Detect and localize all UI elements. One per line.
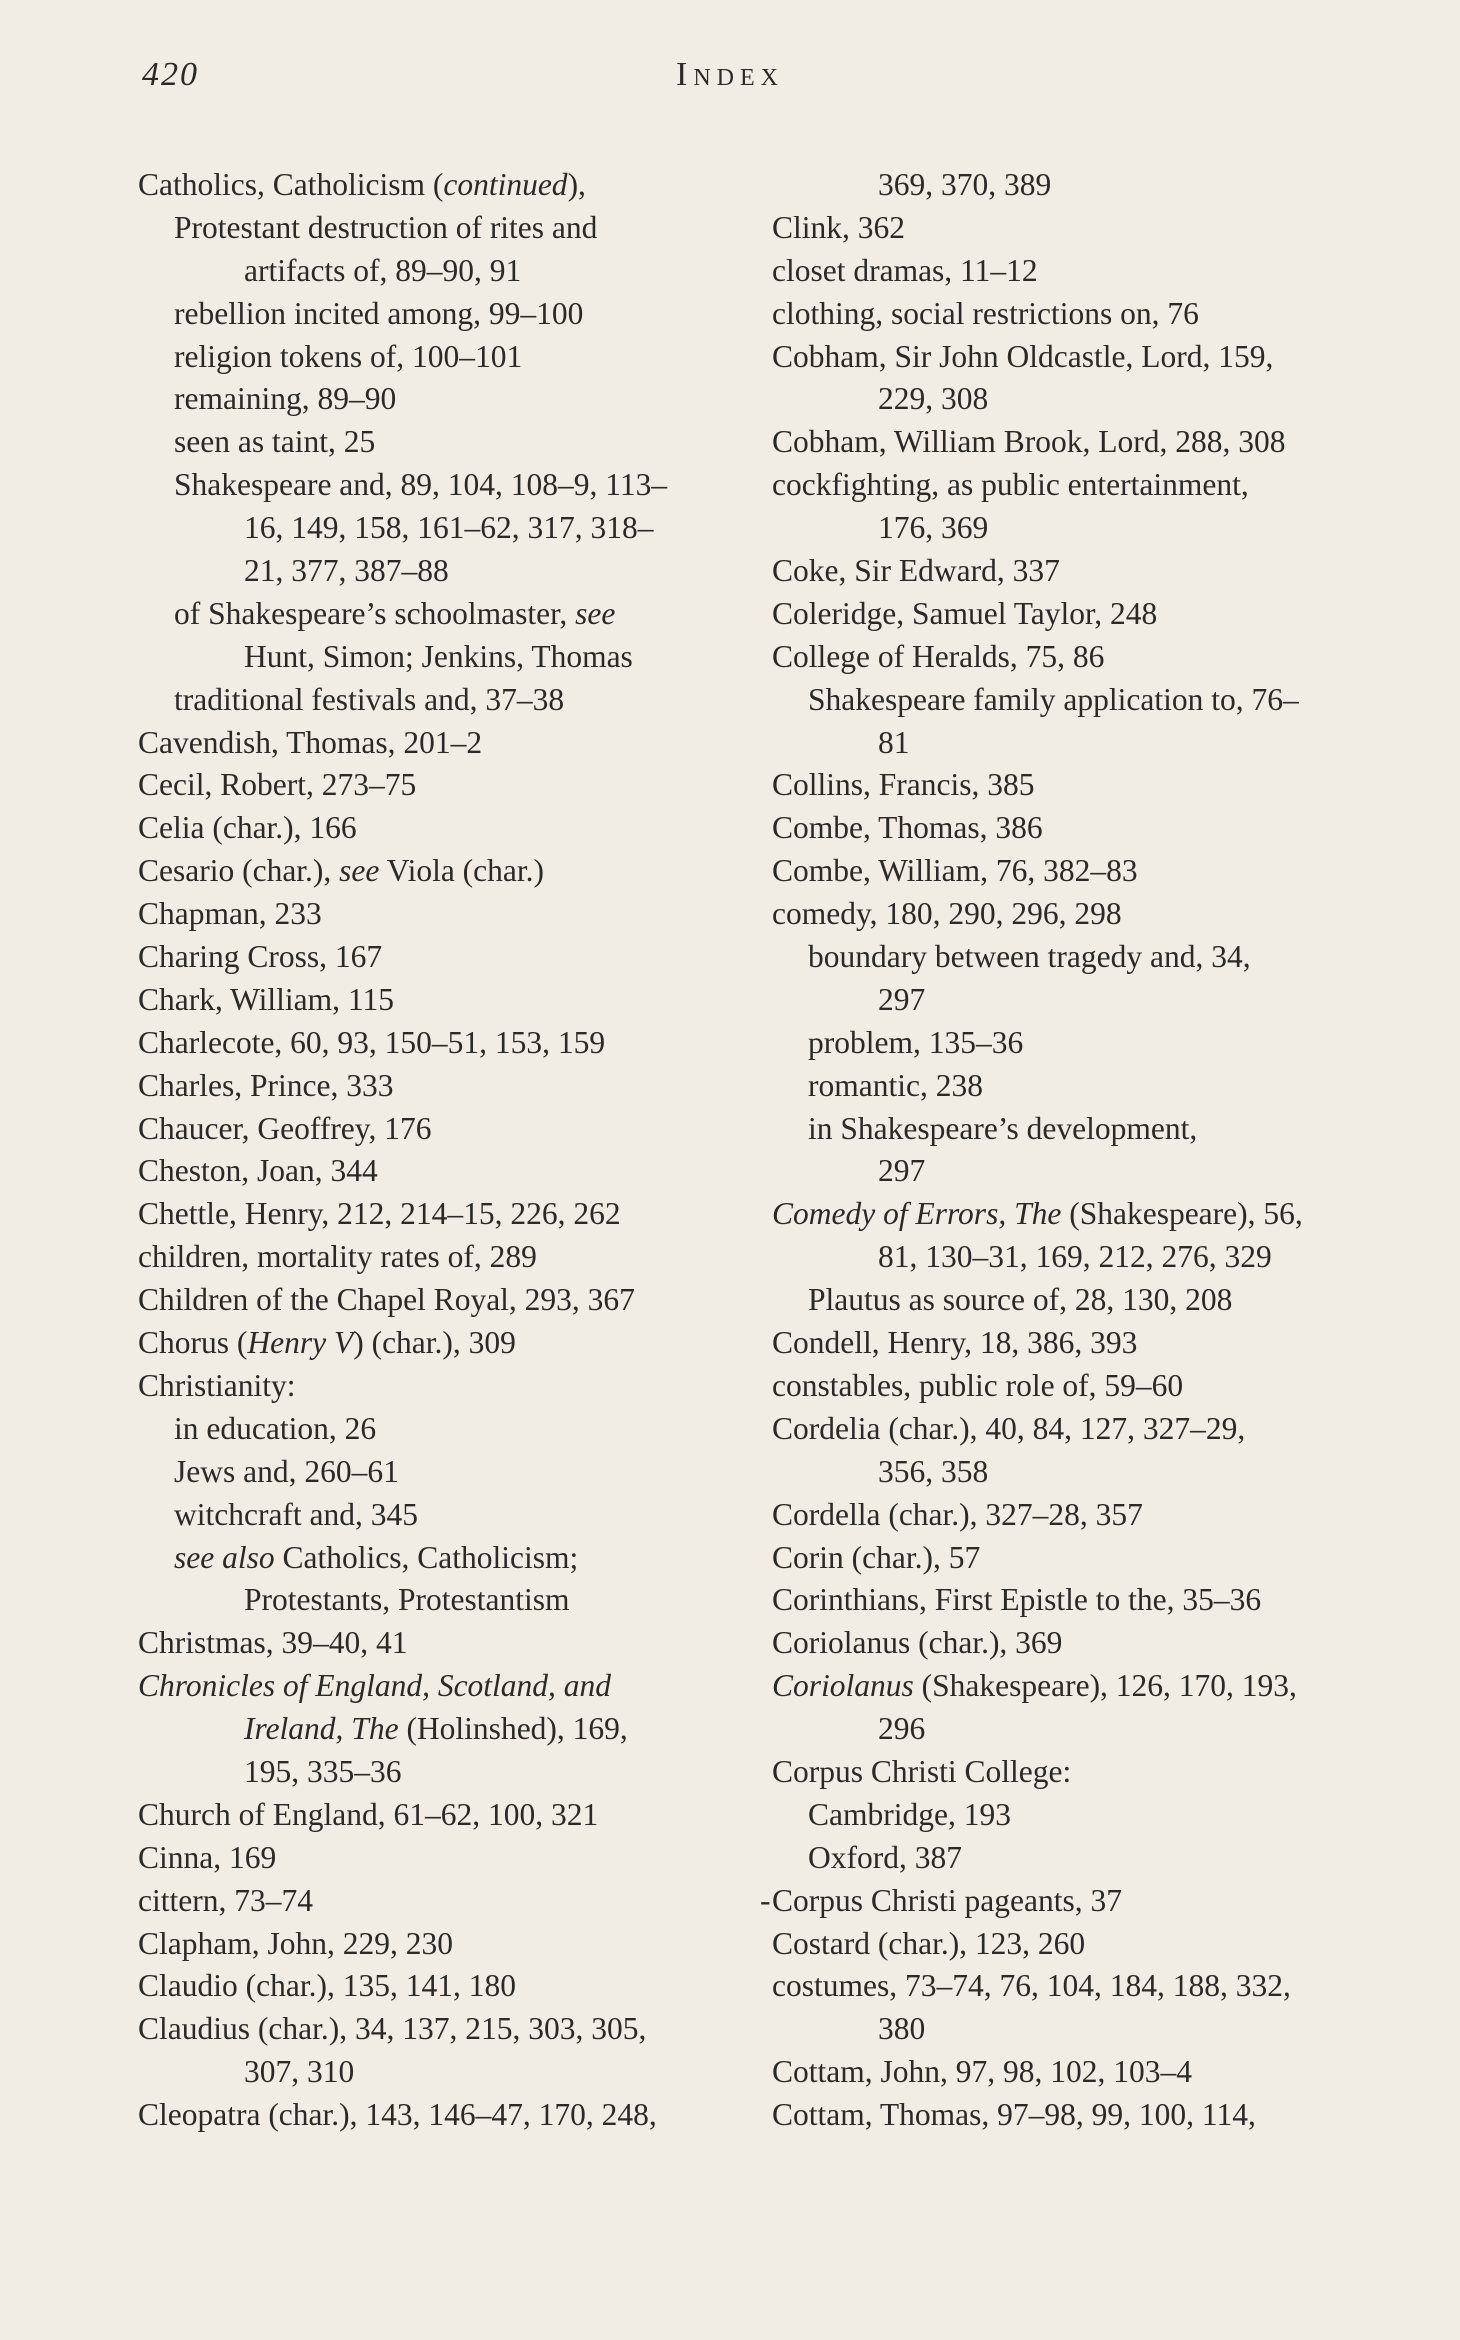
index-text: Viola (char.)	[379, 853, 544, 889]
index-text: Chark, William, 115	[138, 981, 394, 1017]
index-text: Cecil, Robert, 273–75	[138, 767, 417, 803]
index-line	[138, 2094, 738, 2137]
index-text: (Shakespeare), 126, 170, 193,	[913, 1668, 1297, 1704]
index-line	[772, 1537, 1372, 1580]
index-text: Cordella (char.), 327–28, 357	[772, 1496, 1143, 1532]
index-line	[772, 722, 1372, 765]
index-line	[772, 2008, 1372, 2051]
index-text: 297	[878, 1153, 926, 1189]
index-text: Cheston, Joan, 344	[138, 1153, 378, 1189]
index-line	[772, 207, 1372, 250]
index-line	[138, 1408, 738, 1451]
index-text: ) (char.), 309	[353, 1325, 516, 1361]
index-line	[138, 1665, 738, 1708]
index-line	[772, 936, 1372, 979]
index-text: religion tokens of, 100–101	[174, 338, 523, 374]
index-line	[138, 1494, 738, 1537]
index-text: Cordelia (char.), 40, 84, 127, 327–29,	[772, 1410, 1246, 1446]
index-text: seen as taint, 25	[174, 424, 376, 460]
index-text-italic: see also	[174, 1539, 275, 1575]
index-line	[138, 807, 738, 850]
index-line	[138, 250, 738, 293]
index-line	[138, 293, 738, 336]
index-line	[138, 550, 738, 593]
margin-mark: -	[760, 1882, 771, 1918]
index-line	[772, 593, 1372, 636]
index-text: Children of the Chapel Royal, 293, 367	[138, 1282, 635, 1318]
index-text: 16, 149, 158, 161–62, 317, 318–	[244, 510, 654, 546]
index-text: 21, 377, 387–88	[244, 553, 449, 589]
index-line	[138, 1880, 738, 1923]
index-text: 229, 308	[878, 381, 989, 417]
index-line	[772, 1622, 1372, 1665]
index-line	[138, 507, 738, 550]
index-text: closet dramas, 11–12	[772, 252, 1038, 288]
index-text: Church of England, 61–62, 100, 321	[138, 1796, 599, 1832]
index-line	[772, 507, 1372, 550]
index-line	[772, 1279, 1372, 1322]
index-text: Christmas, 39–40, 41	[138, 1625, 408, 1661]
index-text-italic: Henry V	[247, 1325, 354, 1361]
index-text: Cobham, Sir John Oldcastle, Lord, 159,	[772, 338, 1274, 374]
index-line	[772, 1579, 1372, 1622]
index-line	[138, 1837, 738, 1880]
index-text: Protestants, Protestantism	[244, 1582, 570, 1618]
index-text: ),	[567, 167, 586, 202]
index-text: Shakespeare family application to, 76–	[808, 681, 1299, 717]
index-line	[138, 1622, 738, 1665]
index-line	[138, 1022, 738, 1065]
index-text: Plautus as source of, 28, 130, 208	[808, 1282, 1233, 1318]
index-text-italic: Ireland, The	[244, 1711, 399, 1747]
index-text: Cleopatra (char.), 143, 146–47, 170, 248,	[138, 2097, 657, 2133]
index-text: Condell, Henry, 18, 386, 393	[772, 1325, 1138, 1361]
index-text: 296	[878, 1711, 926, 1747]
index-text: cittern, 73–74	[138, 1882, 313, 1918]
index-text-italic: see	[339, 853, 380, 889]
index-line	[772, 807, 1372, 850]
index-text: Coke, Sir Edward, 337	[772, 553, 1060, 589]
index-line	[772, 1708, 1372, 1751]
index-line	[138, 421, 738, 464]
index-text: Charlecote, 60, 93, 150–51, 153, 159	[138, 1024, 606, 1060]
index-text: Claudio (char.), 135, 141, 180	[138, 1968, 516, 2004]
index-line	[772, 1494, 1372, 1537]
index-text: Chapman, 233	[138, 896, 322, 932]
index-text: Cottam, Thomas, 97–98, 99, 100, 114,	[772, 2097, 1256, 2133]
index-text: Cambridge, 193	[808, 1796, 1011, 1832]
index-text: Jews and, 260–61	[174, 1453, 399, 1489]
index-text: (Shakespeare), 56,	[1061, 1196, 1303, 1232]
index-text: Chettle, Henry, 212, 214–15, 226, 262	[138, 1196, 621, 1232]
index-text: 356, 358	[878, 1453, 989, 1489]
index-text: in education, 26	[174, 1410, 377, 1446]
index-line	[772, 679, 1372, 722]
index-text: boundary between tragedy and, 34,	[808, 939, 1251, 975]
index-text: Corpus Christi pageants, 37	[772, 1882, 1122, 1918]
index-text: Oxford, 387	[808, 1839, 962, 1875]
index-line	[772, 1794, 1372, 1837]
index-line	[138, 1365, 738, 1408]
index-text: Protestant destruction of rites and	[174, 209, 598, 245]
index-text: Costard (char.), 123, 260	[772, 1925, 1086, 1961]
index-line	[138, 893, 738, 936]
index-line	[138, 850, 738, 893]
index-line	[138, 2008, 738, 2051]
index-line	[772, 1451, 1372, 1494]
index-text: traditional festivals and, 37–38	[174, 681, 565, 717]
index-line	[138, 593, 738, 636]
index-text-italic: see	[575, 595, 616, 631]
index-text: remaining, 89–90	[174, 381, 397, 417]
index-line	[138, 207, 738, 250]
index-line	[772, 1322, 1372, 1365]
index-line	[138, 722, 738, 765]
index-text: 307, 310	[244, 2054, 355, 2090]
index-line	[138, 1150, 738, 1193]
index-line	[138, 2051, 738, 2094]
index-line	[138, 1751, 738, 1794]
index-line	[772, 550, 1372, 593]
index-text: witchcraft and, 345	[174, 1496, 419, 1532]
index-text: of Shakespeare’s schoolmaster,	[174, 595, 576, 631]
index-text: 176, 369	[878, 510, 989, 546]
index-line	[772, 378, 1372, 421]
index-line	[772, 1665, 1372, 1708]
index-line	[772, 164, 1372, 207]
index-line	[772, 2094, 1372, 2137]
index-line	[772, 979, 1372, 1022]
index-line	[138, 1322, 738, 1365]
page-number: 420	[142, 56, 199, 93]
index-text: comedy, 180, 290, 296, 298	[772, 896, 1122, 932]
index-text: children, mortality rates of, 289	[138, 1239, 537, 1275]
index-line	[138, 1065, 738, 1108]
index-text: Corpus Christi College:	[772, 1753, 1072, 1789]
index-line	[772, 421, 1372, 464]
index-line	[138, 1451, 738, 1494]
index-text-italic: Coriolanus	[772, 1668, 914, 1704]
index-text: romantic, 238	[808, 1067, 983, 1103]
index-line	[138, 1965, 738, 2008]
index-line	[772, 1150, 1372, 1193]
index-line	[772, 1965, 1372, 2008]
page-title: Index	[676, 56, 784, 93]
index-text: Cinna, 169	[138, 1839, 277, 1875]
index-line	[772, 1108, 1372, 1151]
index-text: Charles, Prince, 333	[138, 1067, 394, 1103]
index-text: Coriolanus (char.), 369	[772, 1625, 1063, 1661]
index-line	[138, 1108, 738, 1151]
index-line	[138, 1794, 738, 1837]
index-line	[772, 464, 1372, 507]
index-line	[772, 1236, 1372, 1279]
index-line	[138, 1923, 738, 1966]
index-text: Shakespeare and, 89, 104, 108–9, 113–	[174, 467, 668, 503]
index-text: Collins, Francis, 385	[772, 767, 1035, 803]
index-line	[772, 1408, 1372, 1451]
index-line	[138, 1193, 738, 1236]
index-line	[772, 293, 1372, 336]
index-line	[772, 764, 1372, 807]
index-text: 81	[878, 724, 910, 760]
index-text: College of Heralds, 75, 86	[772, 638, 1105, 674]
index-text: Cesario (char.),	[138, 853, 340, 889]
index-text: Cobham, William Brook, Lord, 288, 308	[772, 424, 1286, 460]
index-line	[772, 1923, 1372, 1966]
index-text: Combe, William, 76, 382–83	[772, 853, 1138, 889]
index-line	[138, 464, 738, 507]
index-line	[772, 1065, 1372, 1108]
index-text: clothing, social restrictions on, 76	[772, 295, 1199, 331]
index-text: Claudius (char.), 34, 137, 215, 303, 305,	[138, 2011, 647, 2047]
index-line	[760, 1880, 1372, 1923]
index-text: Coleridge, Samuel Taylor, 248	[772, 595, 1158, 631]
index-text-italic: Chronicles of England, Scotland, and	[138, 1668, 612, 1704]
index-line	[772, 2051, 1372, 2094]
index-text: 297	[878, 981, 926, 1017]
index-text: Celia (char.), 166	[138, 810, 357, 846]
index-text: Cavendish, Thomas, 201–2	[138, 724, 483, 760]
index-text: Cottam, John, 97, 98, 102, 103–4	[772, 2054, 1193, 2090]
index-line	[772, 250, 1372, 293]
index-text: Catholics, Catholicism (	[138, 167, 444, 202]
index-line	[138, 979, 738, 1022]
index-text: Christianity:	[138, 1367, 296, 1403]
index-text: Hunt, Simon; Jenkins, Thomas	[244, 638, 633, 674]
index-line	[138, 1579, 738, 1622]
index-text: Corin (char.), 57	[772, 1539, 981, 1575]
index-text: costumes, 73–74, 76, 104, 184, 188, 332,	[772, 1968, 1291, 2004]
index-text: Chorus (	[138, 1325, 248, 1361]
index-line	[138, 936, 738, 979]
index-text: cockfighting, as public entertainment,	[772, 467, 1249, 503]
index-line	[138, 1236, 738, 1279]
index-text: (Holinshed), 169,	[398, 1711, 628, 1747]
index-text: problem, 135–36	[808, 1024, 1024, 1060]
index-text: 195, 335–36	[244, 1753, 402, 1789]
index-text: Combe, Thomas, 386	[772, 810, 1043, 846]
index-text: 81, 130–31, 169, 212, 276, 329	[878, 1239, 1272, 1275]
index-line	[138, 764, 738, 807]
index-line	[772, 850, 1372, 893]
index-text: Corinthians, First Epistle to the, 35–36	[772, 1582, 1262, 1618]
index-text: artifacts of, 89–90, 91	[244, 252, 522, 288]
index-text: rebellion incited among, 99–100	[174, 295, 584, 331]
left-index-column	[138, 164, 738, 2137]
index-text: in Shakespeare’s development,	[808, 1110, 1198, 1146]
index-line	[772, 636, 1372, 679]
index-line	[772, 1751, 1372, 1794]
index-text: Catholics, Catholicism;	[274, 1539, 579, 1575]
index-text-italic: continued	[443, 167, 568, 202]
index-line	[772, 1837, 1372, 1880]
index-line	[138, 336, 738, 379]
index-line	[138, 164, 738, 207]
index-text: Clapham, John, 229, 230	[138, 1925, 453, 1961]
index-line	[138, 1279, 738, 1322]
index-line	[138, 1537, 738, 1580]
index-line	[138, 636, 738, 679]
index-text: constables, public role of, 59–60	[772, 1367, 1184, 1403]
index-text: Charing Cross, 167	[138, 939, 383, 975]
index-text: Chaucer, Geoffrey, 176	[138, 1110, 432, 1146]
index-line	[772, 1022, 1372, 1065]
index-text: 369, 370, 389	[878, 167, 1052, 202]
index-line	[772, 893, 1372, 936]
index-text-italic: Comedy of Errors, The	[772, 1196, 1062, 1232]
index-line	[138, 679, 738, 722]
index-line	[138, 378, 738, 421]
index-line	[772, 1193, 1372, 1236]
index-text: Clink, 362	[772, 209, 906, 245]
index-text: 380	[878, 2011, 926, 2047]
right-index-column	[760, 164, 1372, 2137]
index-line	[138, 1708, 738, 1751]
index-line	[772, 1365, 1372, 1408]
index-line	[772, 336, 1372, 379]
